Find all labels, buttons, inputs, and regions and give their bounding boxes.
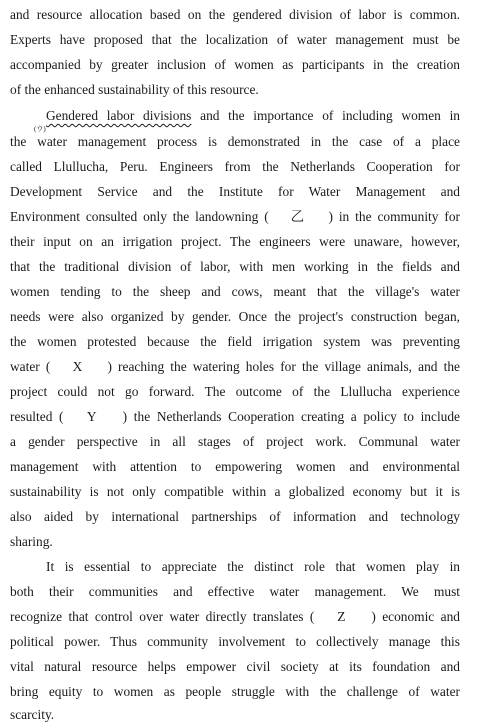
text-line: needs were also organized by gender. Once the project's construction began, — [10, 309, 460, 324]
text-line — [46, 107, 460, 125]
text-line: vital natural resource helps empower civil society at its foundation and — [10, 659, 460, 674]
text-line: also aided by international partnerships of information and technology — [10, 509, 460, 524]
text-line: recognize that control over water directly translates ( Z ) economic and — [10, 609, 460, 624]
text-line: resulted ( Y ) the Netherlands Cooperation creating a policy to include — [10, 409, 460, 424]
text-line: It is essential to appreciate the distinct role that women play in — [46, 559, 460, 574]
text-line: sustainability is not only compatible within a globalized economy but it is — [10, 484, 460, 499]
text-line: management with attention to empowering women and environmental — [10, 459, 460, 474]
text-line: scarcity. — [10, 707, 55, 722]
text-line: Experts have proposed that the localization of water management must be — [10, 32, 460, 47]
text-line: political power. Thus community involvement to collectively manage this — [10, 634, 460, 649]
text-line: that the traditional division of labor, with men working in the fields and — [10, 259, 460, 274]
text-line: the women protested because the field irrigation system was preventing — [10, 334, 460, 349]
text-line: the water management process is demonstrated in the case of a place — [10, 134, 460, 149]
text-line: women tending to the sheep and cows, meant that the village's water — [10, 284, 460, 299]
text-line: water ( X ) reaching the watering holes for the village animals, and the — [10, 359, 460, 374]
text-line: and resource allocation based on the gendered division of labor is common. — [10, 7, 460, 22]
text-line: bring equity to women as people struggle with the challenge of water — [10, 684, 460, 699]
text-line: both their communities and effective water management. We must — [10, 584, 460, 599]
text-line: sharing. — [10, 534, 53, 549]
text-line: Development Service and the Institute for Water Management and — [10, 184, 460, 199]
text-line: accompanied by greater inclusion of women as participants in the creation — [10, 57, 460, 72]
text-line: called Llullucha, Peru. Engineers from the Netherlands Cooperation for — [10, 159, 460, 174]
text-line: Environment consulted only the landowning ( 乙 ) in the community for — [10, 209, 460, 224]
text-span: and the importance of including women in — [191, 108, 460, 123]
text-line: their input on an irrigation project. The engineers were unaware, however, — [10, 234, 460, 249]
text-line: project could not go forward. The outcome of the Llullucha experience — [10, 384, 460, 399]
underlined-phrase: Gendered labor divisions — [46, 108, 192, 123]
question-marker: (ウ) — [34, 125, 46, 133]
text-line: a gender perspective in all stages of project work. Communal water — [10, 434, 460, 449]
text-line: of the enhanced sustainability of this resource. — [10, 82, 259, 97]
